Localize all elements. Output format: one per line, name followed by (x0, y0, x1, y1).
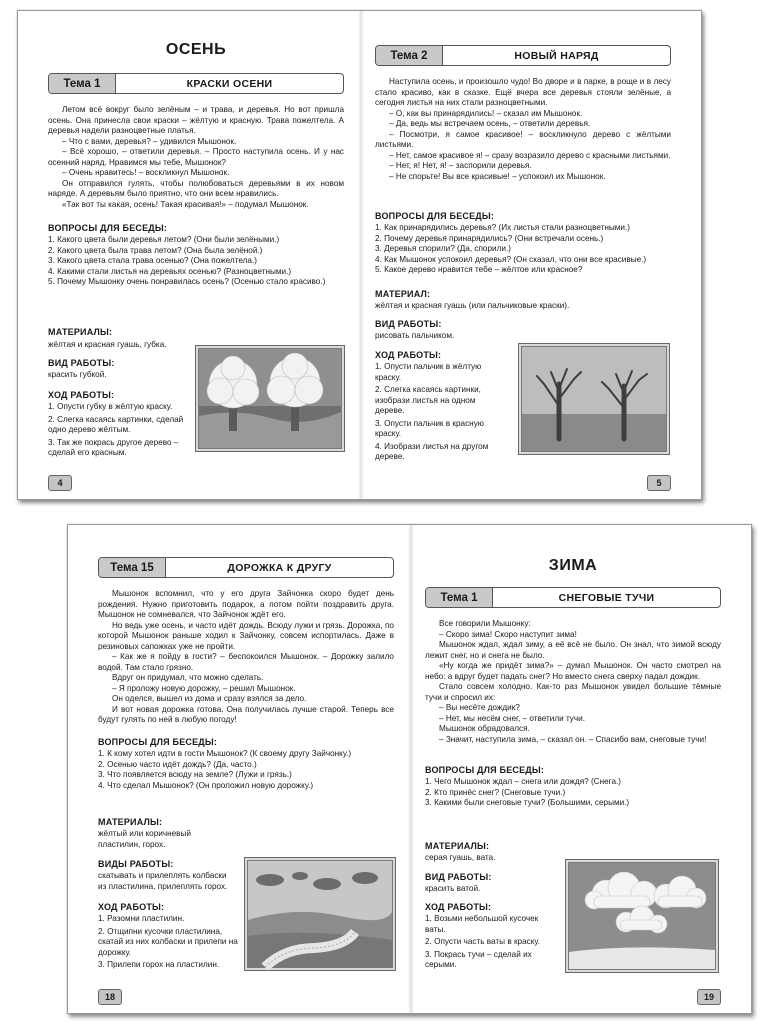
steps-heading: ХОД РАБОТЫ: (98, 902, 165, 912)
story-paragraph: – О, как вы принарядились! – сказал им Мышонок. (389, 108, 583, 118)
story-paragraph: Мышонок вспомнил, что у его друга Зайчонка скоро будет день рождения. Нужно приготовить подарок, а потом пойти поздравить друга. Мышонок не сомневался, что Зайчонок ждёт его. (98, 589, 394, 619)
work-type-text: рисовать пальчиком. (375, 331, 455, 340)
steps-heading: ХОД РАБОТЫ: (48, 390, 115, 400)
work-type-text: скатывать и прилеплять колбаски из пластилина, прилеплять горох. (98, 871, 228, 891)
story-paragraph: Все говорили Мышонку: (439, 619, 531, 628)
story-paragraph: «Ну когда же придёт зима?» – думал Мышонок. Он часто смотрел на небо: а вдруг будет падать снег? Но вместо снега сверху падал дождик. (425, 661, 721, 681)
materials-heading: МАТЕРИАЛЫ: (425, 841, 490, 851)
story-paragraph: – Всё хорошо, – ответили деревья. – Просто наступила осень. И у нас осенний наряд. Нравимся мы тебе, Мышонок? (48, 147, 344, 167)
question-item: 4. Что сделал Мышонок? (Он проложил новую дорожку.) (98, 780, 314, 790)
story-paragraph: Стало совсем холодно. Как-то раз Мышонок увидел большие тёмные тучи и спросил их: (425, 682, 721, 702)
story-paragraph: – Я проложу новую дорожку, – решил Мышонок. (112, 683, 296, 693)
story-paragraph: – Очень нравитесь! – воскликнул Мышонок. (62, 168, 230, 177)
book-spread-winter (67, 524, 752, 1014)
story-paragraph: Наступила осень, и произошло чудо! Во дворе и в парке, в роще и в лесу стало красиво, как в сказке. Ещё вчера все деревья стояли зелёные, а сегодня листья на них стали разноцветными. (375, 77, 671, 107)
story-paragraph: «Так вот ты какая, осень! Такая красивая!» – подумал Мышонок. (62, 199, 309, 209)
question-item: 2. Осенью часто идёт дождь? (Да, часто.) (98, 759, 257, 769)
story-paragraph: – Как же я пойду в гости? – беспокоился Мышонок. – Дорожку залило водой. Там стало грязно. (98, 652, 394, 672)
work-type-text: красить губкой. (48, 370, 107, 379)
story-paragraph: Он оделся, вышел из дома и сразу взялся за дело. (112, 694, 307, 703)
story-paragraph: – Нет, я! Нет, я! – заспорили деревья. (389, 161, 532, 170)
step-item: 3. Так же покрась другое дерево – сделай его красным. (48, 437, 179, 457)
story-paragraph: – Посмотри, я самое красивое! – воскликнуло дерево с жёлтыми листьями. (375, 129, 671, 149)
page-4 (18, 11, 358, 499)
work-type-heading: ВИД РАБОТЫ: (425, 872, 492, 882)
story-paragraph: И вот новая дорожка готова. Она получилась лучше старой. Теперь все будут гулять по ней в любую погоду! (98, 704, 394, 724)
question-item: 2. Какого цвета была трава летом? (Она была зелёной.) (48, 245, 263, 255)
materials-text: жёлтая и красная гуашь, губка. (48, 340, 167, 349)
season-title: ОСЕНЬ (165, 41, 227, 58)
story-text (375, 77, 671, 182)
question-item: 4. Какими стали листья на деревьях осенью? (Разноцветными.) (48, 266, 292, 276)
question-item: 1. К кому хотел идти в гости Мышонок? (К своему другу Зайчонку.) (98, 749, 352, 758)
book-spread-autumn (17, 10, 702, 500)
story-paragraph: – Да, ведь мы встречаем осень, – ответили деревья. (389, 119, 591, 128)
question-item: 4. Как Мышонок успокоил деревья? (Он сказал, что они все красивые.) (375, 254, 647, 264)
step-item: 1. Опусти губку в жёлтую краску. (48, 402, 173, 411)
materials-text: серая гуашь, вата. (425, 853, 496, 862)
step-item: 2. Опусти часть ваты в краску. (425, 937, 540, 946)
question-item: 3. Что появляется всюду на земле? (Лужи и грязь.) (98, 770, 292, 780)
story-paragraph: Мышонок обрадовался. (439, 724, 530, 733)
questions-heading: ВОПРОСЫ ДЛЯ БЕСЕДЫ: (375, 211, 495, 221)
work-type-text: красить ватой. (425, 884, 481, 893)
story-text (98, 589, 394, 726)
tema-header (48, 73, 344, 94)
tema-label: Тема 1 (49, 74, 116, 93)
question-item: 2. Кто принёс снег? (Снеговые тучи.) (425, 787, 566, 797)
tema-label: Тема 1 (426, 588, 493, 607)
question-item: 3. Какого цвета стала трава осенью? (Она пожелтела.) (48, 256, 257, 266)
question-item: 3. Какими были снеговые тучи? (Большими, серыми.) (425, 798, 630, 808)
page-number: 5 (647, 475, 671, 491)
tema-title: НОВЫЙ НАРЯД (514, 49, 599, 62)
work-type-heading: ВИДЫ РАБОТЫ: (98, 859, 174, 869)
materials-heading: МАТЕРИАЛЫ: (48, 327, 113, 337)
page-18 (68, 525, 408, 1013)
story-paragraph: Мышонок ждал, ждал зиму, а её всё не было. Он знал, что зимой всюду лежит снег, но и снега не было. (425, 640, 721, 660)
step-item: 3. Покрась тучи – сделай их серыми. (425, 949, 532, 969)
steps-list (425, 914, 557, 973)
tema-header (425, 587, 721, 608)
question-item: 3. Деревья спорили? (Да, спорили.) (375, 244, 511, 254)
step-item: 2. Слегка касаясь картинки, сделай одно дерево жёлтым. (48, 414, 184, 434)
questions-list (48, 235, 344, 288)
story-paragraph: – Значит, наступила зима, – сказал он. – Спасибо вам, снеговые тучи! (439, 734, 707, 744)
story-paragraph: – Что с вами, деревья? – удивился Мышонок. (62, 136, 237, 146)
step-item: 1. Разомни пластилин. (98, 914, 185, 923)
tema-header (375, 45, 671, 66)
step-item: 3. Прилепи горох на пластилин. (98, 960, 220, 969)
path-landscape-picture (244, 857, 396, 971)
step-item: 2. Отщипни кусочки пластилина, скатай из них колбаски и прилепи на дорожку. (98, 926, 238, 957)
questions-heading: ВОПРОСЫ ДЛЯ БЕСЕДЫ: (98, 737, 218, 747)
page-5 (361, 11, 701, 499)
page-number: 4 (48, 475, 72, 491)
question-item: 1. Чего Мышонок ждал – снега или дождя? (Снега.) (425, 777, 622, 786)
question-item: 1. Как принарядились деревья? (Их листья стали разноцветными.) (375, 223, 630, 232)
tema-title: ДОРОЖКА К ДРУГУ (227, 561, 332, 574)
steps-heading: ХОД РАБОТЫ: (375, 350, 442, 360)
tema-title: СНЕГОВЫЕ ТУЧИ (558, 591, 655, 604)
story-paragraph: – Скоро зима! Скоро наступит зима! (439, 629, 577, 639)
season-title: ЗИМА (548, 557, 598, 574)
question-item: 5. Почему Мышонку очень понравилась осень? (Осенью стало красиво.) (48, 277, 326, 287)
story-text (425, 619, 721, 745)
questions-heading: ВОПРОСЫ ДЛЯ БЕСЕДЫ: (425, 765, 545, 775)
page-19 (411, 525, 751, 1013)
autumn-trees-picture (195, 345, 345, 452)
tema-title: КРАСКИ ОСЕНИ (186, 77, 273, 90)
step-item: 1. Опусти пальчик в жёлтую краску. (375, 362, 482, 382)
step-item: 2. Слегка касаясь картинки, изобрази листья на одном дереве. (375, 385, 481, 415)
story-paragraph: – Нет, мы несём снег, – ответили тучи. (439, 713, 586, 723)
story-paragraph: Но ведь уже осень, и часто идёт дождь. Всюду лужи и грязь. Дорожка, по которой Мышонок раньше ходил к Зайчонку, совсем испортилась. Даже в резиновых сапожках уже не пройти. (98, 620, 394, 651)
story-paragraph: – Нет, самое красивое я! – сразу возразило дерево с красными листьями. (389, 150, 671, 160)
story-paragraph: Он отправился гулять, чтобы полюбоваться деревьями в их новом наряде. А деревьям было приятно, что они всем нравились. (48, 178, 344, 198)
materials-text: жёлтая и красная гуашь (или пальчиковые краски). (375, 301, 570, 310)
question-item: 2. Почему деревья принарядились? (Они встречали осень.) (375, 233, 604, 243)
steps-list (375, 362, 503, 465)
tema-header (98, 557, 394, 578)
work-type-heading: ВИД РАБОТЫ: (48, 358, 115, 368)
story-paragraph: – Вы несёте дождик? (439, 703, 520, 712)
step-item: 3. Опусти пальчик в красную краску. (375, 418, 484, 438)
page-number: 19 (697, 989, 721, 1005)
materials-heading: МАТЕРИАЛЫ: (98, 817, 163, 827)
materials-text: жёлтый или коричневый пластилин, горох. (98, 829, 191, 849)
question-item: 1. Какого цвета были деревья летом? (Они были зелёными.) (48, 235, 280, 244)
work-type-heading: ВИД РАБОТЫ: (375, 319, 442, 329)
story-paragraph: Вдруг он придумал, что можно сделать. (112, 673, 264, 682)
snow-clouds-picture (565, 859, 719, 973)
materials-heading: МАТЕРИАЛ: (375, 289, 431, 299)
steps-list (48, 402, 188, 461)
page-number: 18 (98, 989, 122, 1005)
questions-list (425, 777, 721, 809)
question-item: 5. Какое дерево нравится тебе – жёлтое или красное? (375, 265, 583, 275)
steps-list (98, 914, 238, 973)
story-text (48, 105, 344, 210)
bare-trees-picture (518, 343, 670, 455)
step-item: 4. Изобрази листья на другом дереве. (375, 441, 489, 461)
tema-label: Тема 15 (99, 558, 166, 577)
tema-label: Тема 2 (376, 46, 443, 65)
questions-list (98, 749, 394, 791)
step-item: 1. Возьми небольшой кусочек ваты. (425, 914, 539, 934)
questions-list (375, 223, 671, 276)
story-paragraph: – Не спорьте! Вы все красивые! – успокоил их Мышонок. (389, 171, 606, 181)
steps-heading: ХОД РАБОТЫ: (425, 902, 492, 912)
story-paragraph: Летом всё вокруг было зелёным – и трава, и деревья. Но вот пришла осень. Она принесла свои краски – жёлтую и красную. Трава пожелтела. А деревья надели разноцветные платья. (48, 105, 344, 135)
questions-heading: ВОПРОСЫ ДЛЯ БЕСЕДЫ: (48, 223, 168, 233)
